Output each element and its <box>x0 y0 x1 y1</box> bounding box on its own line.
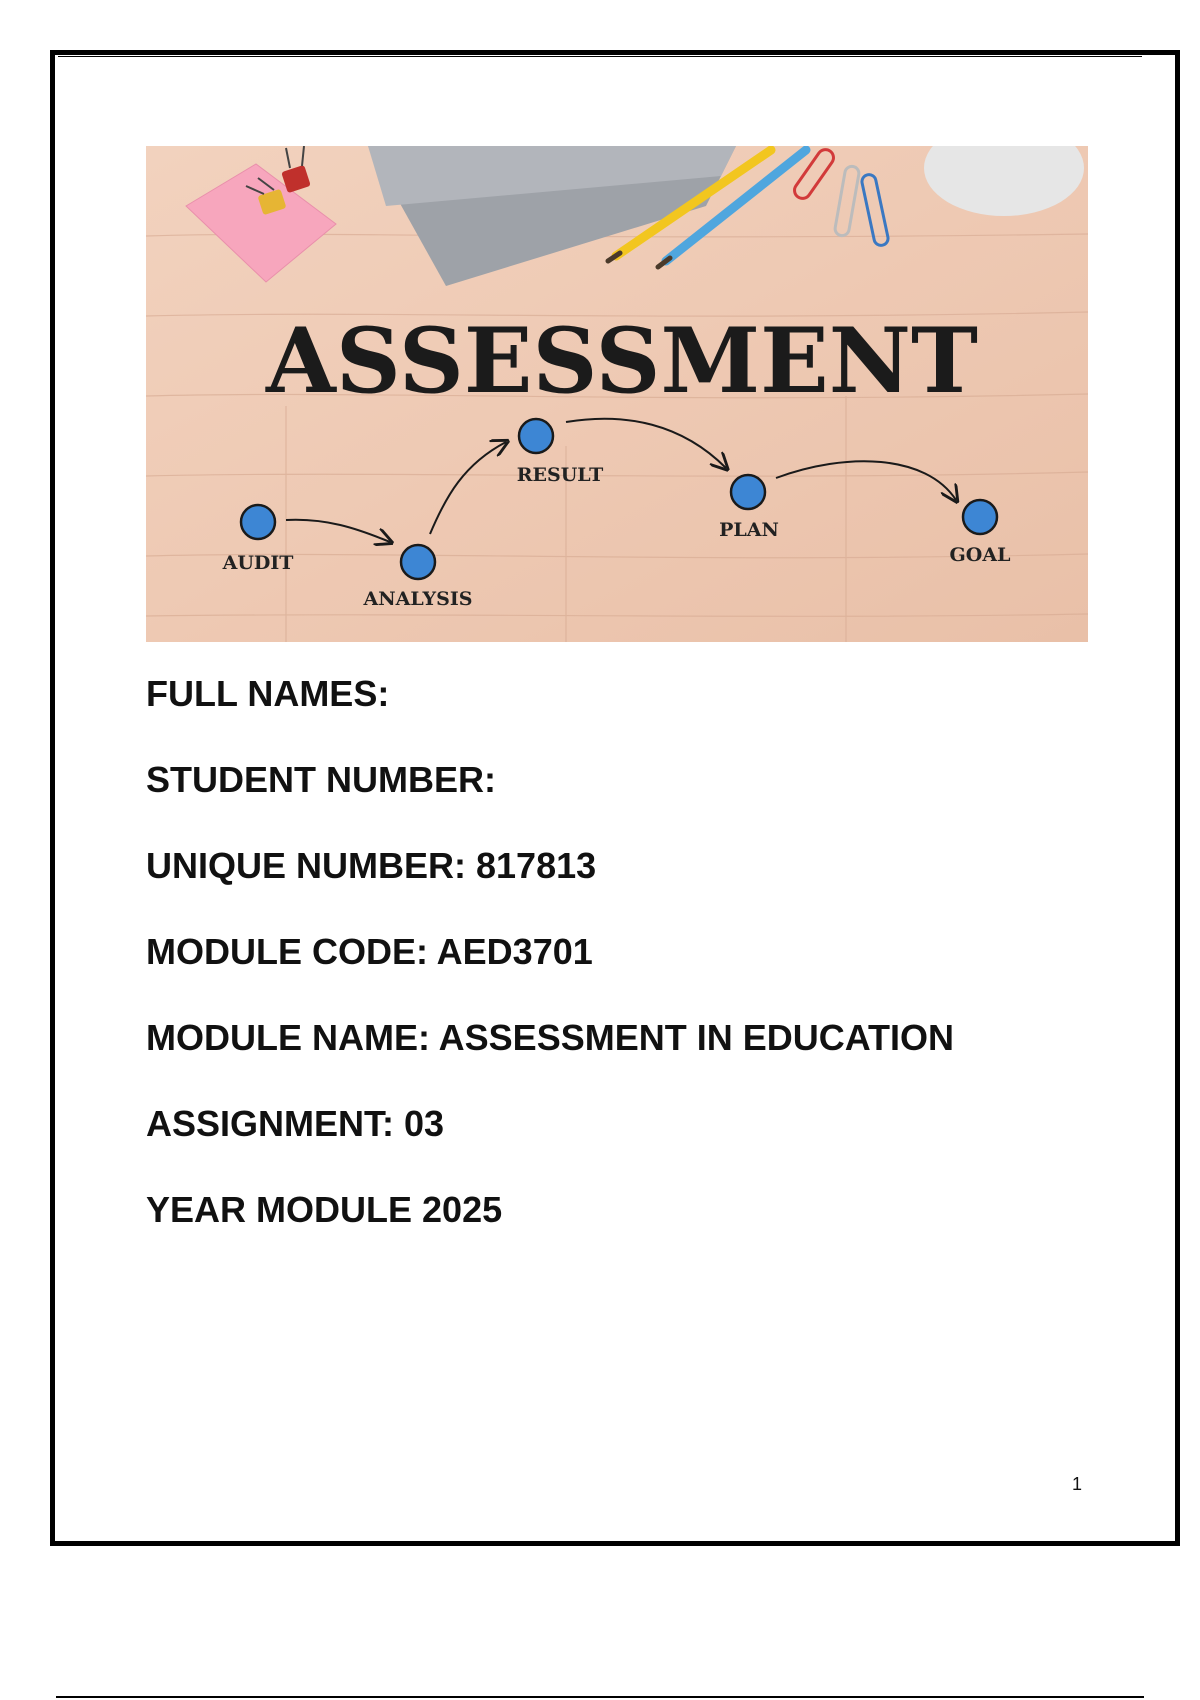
step-label-analysis: ANALYSIS <box>363 588 473 610</box>
year-module-label: YEAR MODULE <box>146 1189 413 1230</box>
module-name-line <box>146 1016 1106 1102</box>
module-name-label: MODULE NAME: <box>146 1017 430 1058</box>
year-module-line <box>146 1188 1106 1274</box>
module-name-value: ASSESSMENT IN EDUCATION <box>438 1017 955 1058</box>
step-label-goal: GOAL <box>949 544 1011 566</box>
banner-heading: ASSESSMENT <box>266 308 978 414</box>
unique-number-label: UNIQUE NUMBER: <box>146 845 466 886</box>
full-names-line <box>146 672 1106 758</box>
page-number: 1 <box>1072 1474 1083 1494</box>
assessment-banner <box>146 146 1088 642</box>
node-result <box>519 419 553 453</box>
module-code-value: AED3701 <box>436 931 593 972</box>
student-number-label: STUDENT NUMBER: <box>146 759 496 800</box>
year-module-value: 2025 <box>422 1189 503 1230</box>
module-code-label: MODULE CODE: <box>146 931 428 972</box>
banner-illustration <box>146 146 1088 642</box>
module-code-line <box>146 930 1106 1016</box>
step-label-audit: AUDIT <box>222 552 294 574</box>
student-number-line <box>146 758 1106 844</box>
node-analysis <box>401 545 435 579</box>
unique-number-value: 817813 <box>476 845 597 886</box>
top-rule <box>58 56 1142 57</box>
assignment-value: 03 <box>404 1103 445 1144</box>
full-names-label: FULL NAMES: <box>146 673 390 714</box>
unique-number-line <box>146 844 1106 930</box>
assignment-line <box>146 1102 1106 1188</box>
assignment-label: ASSIGNMENT: <box>146 1103 395 1144</box>
node-goal <box>963 500 997 534</box>
cover-details <box>146 672 1106 1274</box>
bottom-rule <box>56 1696 1144 1698</box>
step-label-plan: PLAN <box>719 519 779 541</box>
node-audit <box>241 505 275 539</box>
step-label-result: RESULT <box>516 464 604 486</box>
node-plan <box>731 475 765 509</box>
